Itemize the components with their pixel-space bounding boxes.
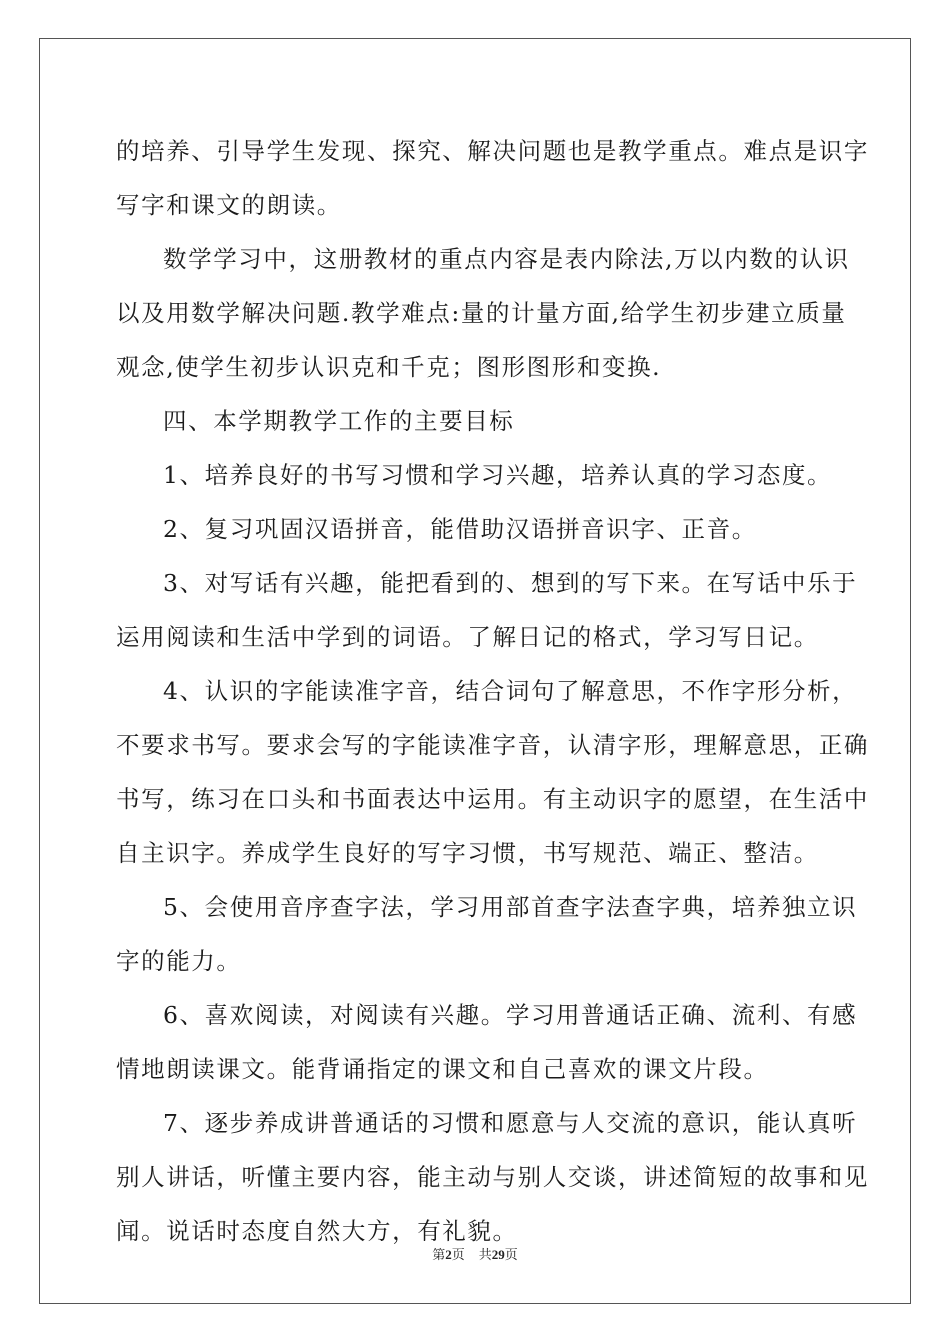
- text-line: 不要求书写。要求会写的字能读准字音，认清字形，理解意思，正确: [116, 731, 869, 759]
- text-line: 的培养、引导学生发现、探究、解决问题也是教学重点。难点是识字: [116, 137, 869, 165]
- list-item-7: 7、逐步养成讲普通话的习惯和愿意与人交流的意识，能认真听: [163, 1109, 858, 1137]
- paragraph-start: 数学学习中，这册教材的重点内容是表内除法,万以内数的认识: [163, 245, 850, 273]
- total-pages: 29: [491, 1247, 505, 1262]
- text-line: 以及用数学解决问题.教学难点:量的计量方面,给学生初步建立质量: [116, 299, 847, 327]
- text-line: 字的能力。: [116, 947, 242, 975]
- text-line: 自主识字。养成学生良好的写字习惯，书写规范、端正、整洁。: [116, 839, 819, 867]
- text-line: 书写，练习在口头和书面表达中运用。有主动识字的愿望，在生活中: [116, 785, 869, 813]
- page-footer: [0, 1244, 950, 1263]
- document-body: [116, 124, 869, 1258]
- text-line: 别人讲话，听懂主要内容，能主动与别人交谈，讲述简短的故事和见: [116, 1163, 869, 1191]
- total-prefix: 共: [478, 1247, 492, 1262]
- section-heading: 四、本学期教学工作的主要目标: [163, 407, 515, 435]
- list-item-3: 3、对写话有兴趣，能把看到的、想到的写下来。在写话中乐于: [163, 569, 858, 597]
- text-line: 情地朗读课文。能背诵指定的课文和自己喜欢的课文片段。: [116, 1055, 769, 1083]
- total-suffix: 页: [504, 1247, 518, 1262]
- list-item-6: 6、喜欢阅读，对阅读有兴趣。学习用普通话正确、流利、有感: [163, 1001, 858, 1029]
- page-prefix: 第: [432, 1247, 446, 1262]
- text-line: 观念,使学生初步认识克和千克；图形图形和变换.: [116, 353, 662, 381]
- page-suffix: 页: [451, 1247, 465, 1262]
- list-item-4: 4、认识的字能读准字音，结合词句了解意思，不作字形分析，: [163, 677, 858, 705]
- list-item-2: 2、复习巩固汉语拼音，能借助汉语拼音识字、正音。: [163, 515, 757, 543]
- text-line: 闻。说话时态度自然大方，有礼貌。: [116, 1217, 518, 1245]
- page-number: 2: [445, 1247, 452, 1262]
- list-item-5: 5、会使用音序查字法，学习用部首查字法查字典，培养独立识: [163, 893, 858, 921]
- text-line: 运用阅读和生活中学到的词语。了解日记的格式，学习写日记。: [116, 623, 819, 651]
- list-item-1: 1、培养良好的书写习惯和学习兴趣，培养认真的学习态度。: [163, 461, 833, 489]
- text-line: 写字和课文的朗读。: [116, 191, 342, 219]
